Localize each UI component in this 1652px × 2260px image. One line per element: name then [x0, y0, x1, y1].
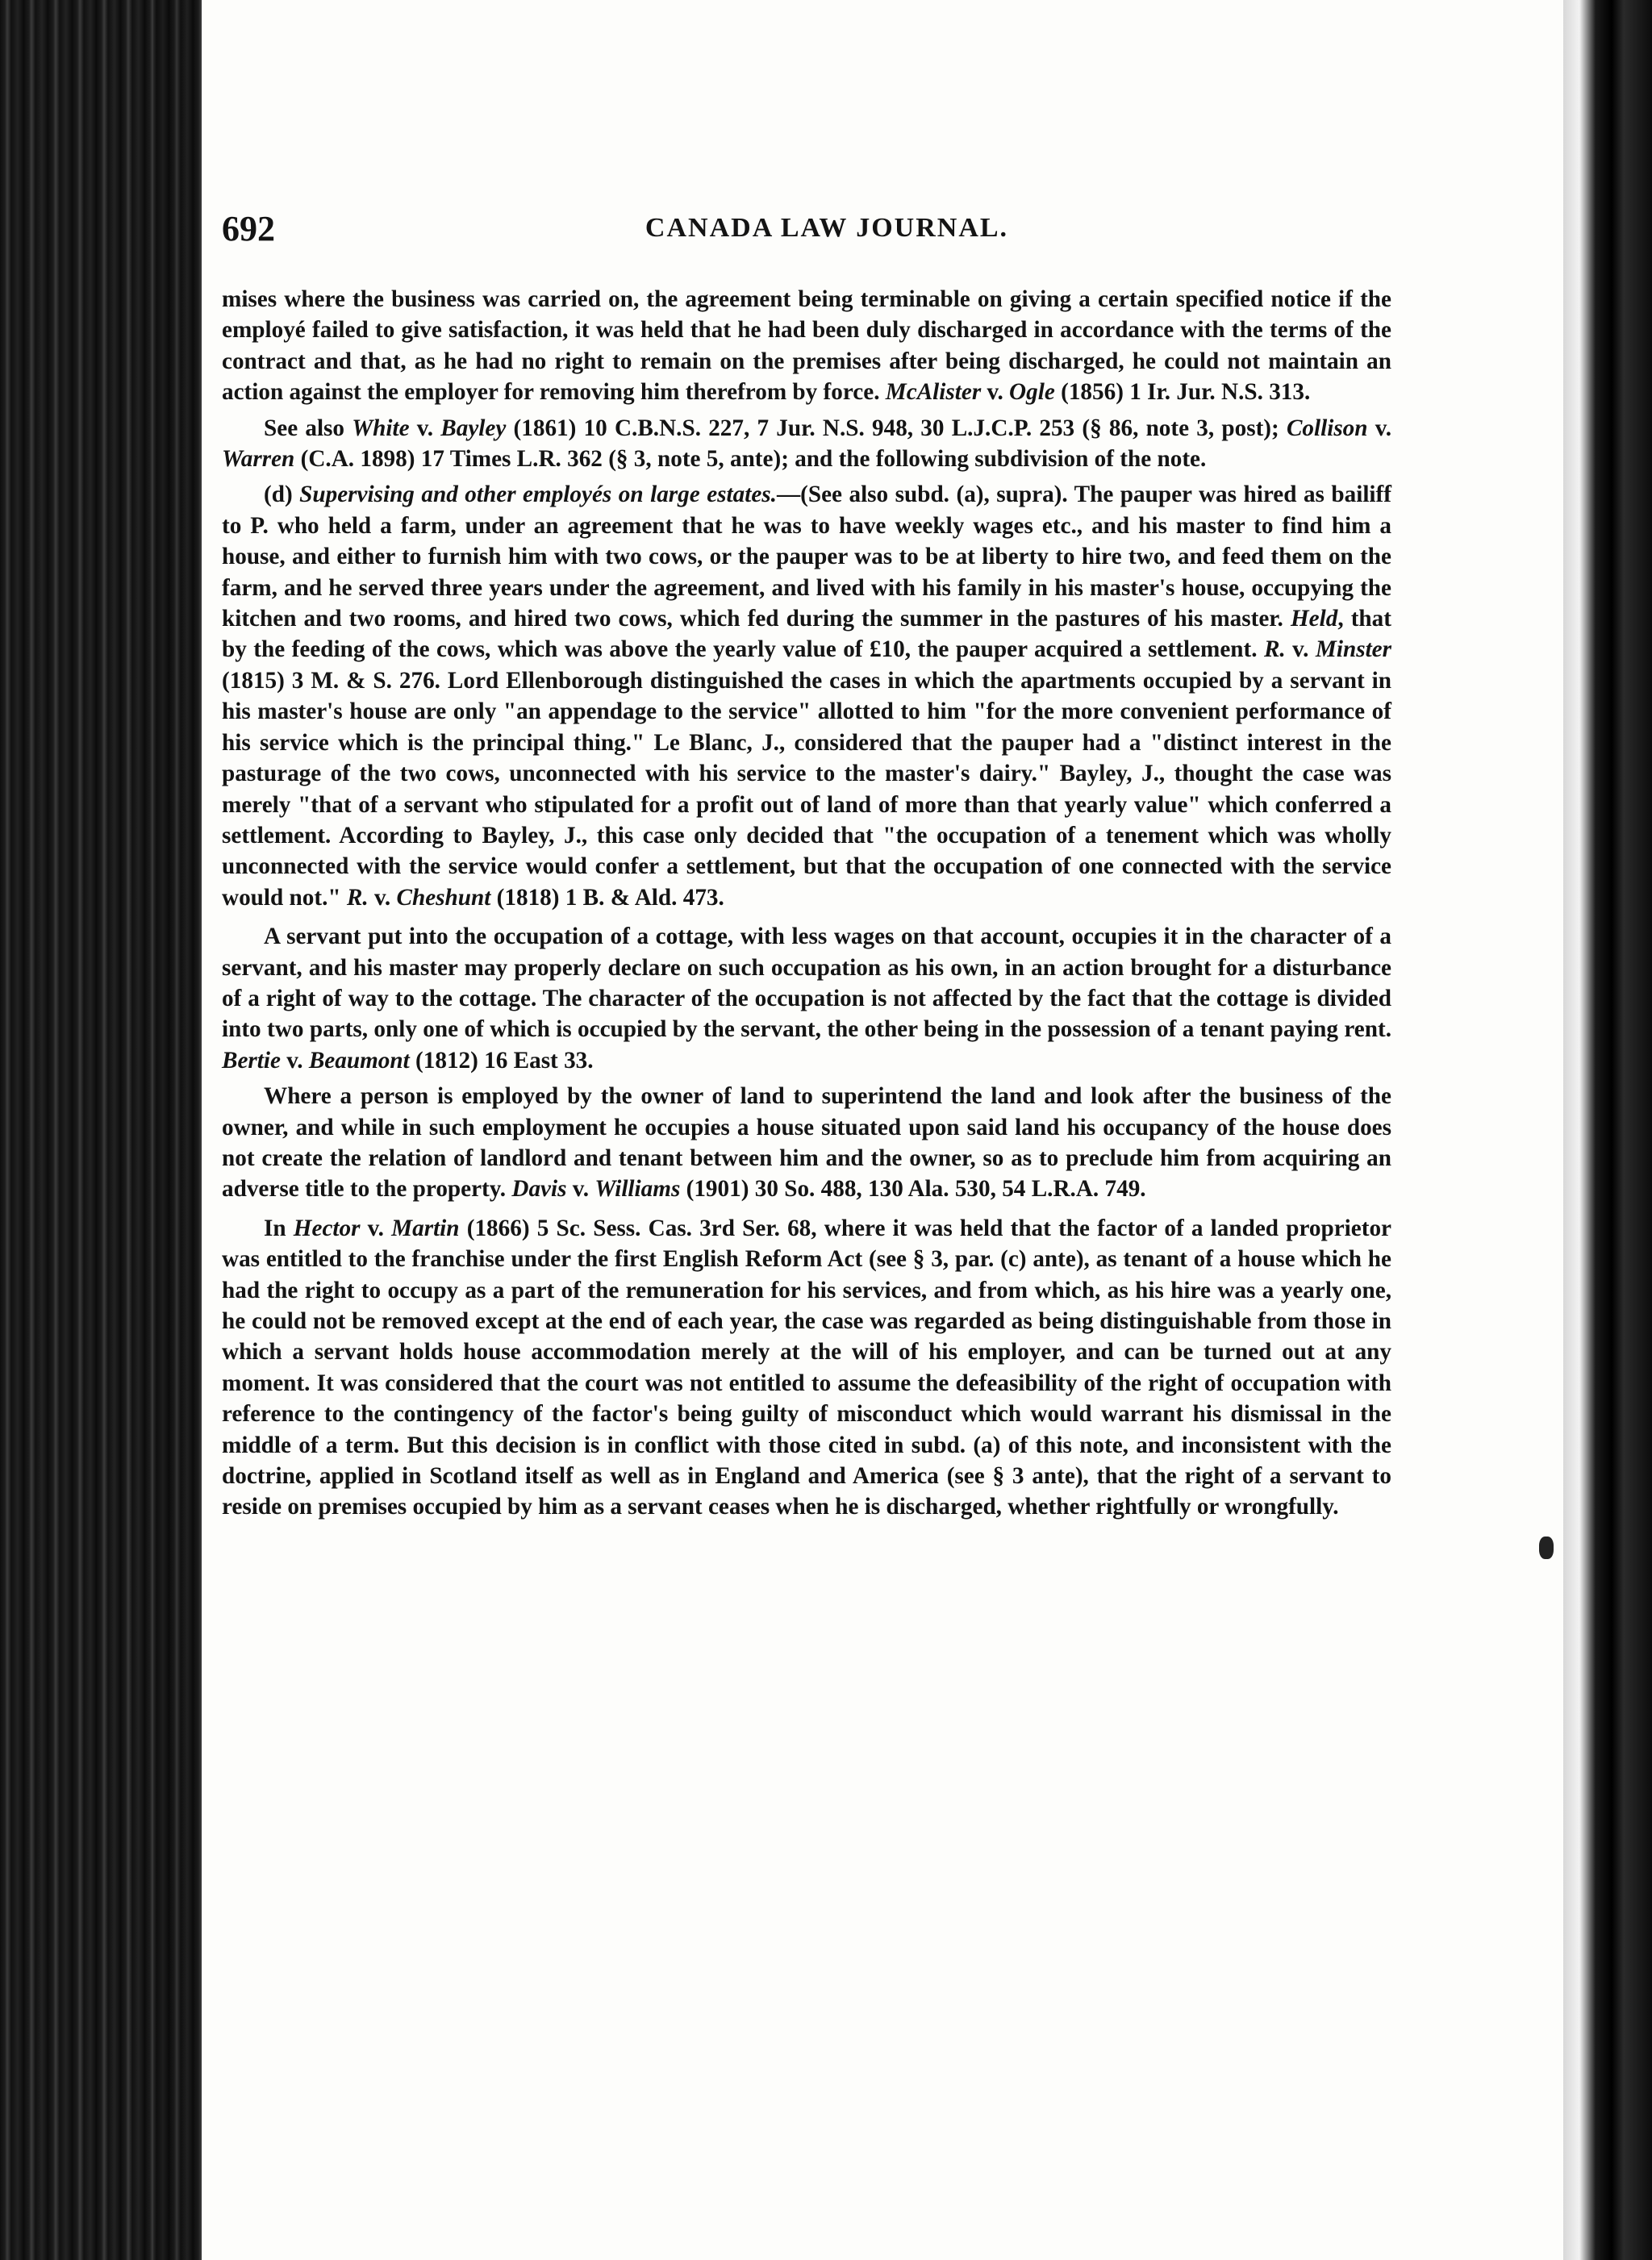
text-segment: (1812) 16 East 33.: [409, 1047, 594, 1074]
text-segment: (1856) 1 Ir. Jur. N.S. 313.: [1054, 379, 1311, 406]
page-header: [222, 208, 1400, 256]
case-name: Martin: [391, 1215, 460, 1241]
case-name: Beaumont: [308, 1047, 410, 1074]
text-segment: mises where the business was carried on, the agreement being terminable on giving a certain specified notice if the employé failed to give satisfaction, it was held that he had been duly discharged in accordance with the terms of the contract and that, as he had no right to remain on the premises after being discharged, he could not maintain an action against the employer for removing him therefrom by force.: [222, 286, 1391, 406]
text-segment: v.: [1367, 415, 1392, 441]
case-name: R.: [346, 884, 369, 911]
text-segment: (d): [264, 482, 300, 508]
text-segment: Where a person is employed by the owner of land to superintend the land and look after the business of the owner, and while in such employment he occupies a house situated upon said land his occupancy of the house does not create the relation of landlord and tenant between him and the owner, so as to preclude him from acquiring an adverse title to the property.: [222, 1083, 1391, 1203]
case-name: Supervising and other employés on large estates.: [299, 482, 777, 508]
text-segment: v.: [360, 1215, 392, 1241]
text-segment: (1861) 10 C.B.N.S. 227, 7 Jur. N.S. 948, 30 L.J.C.P. 253 (§ 86, note 3, post);: [506, 415, 1287, 441]
paragraph-5: [222, 1081, 1391, 1205]
text-segment: (1866) 5 Sc. Sess. Cas. 3rd Ser. 68, where it was held that the factor of a landed proprietor was entitled to the franchise under the first English Reform Act (see § 3, par. (c) ante), as tenant of a house which he had the right to occupy as a part of the remuneration for his services, and from which, as his hire was a yearly one, he could not be removed except at the end of each year, the case was regarded as being distinguishable from those in which a servant holds house accommodation merely at the will of his employer, and can be turned out at any moment. It was considered that the court was not entitled to assume the defeasibility of the right of occupation with reference to the contingency of the factor's being guilty of misconduct which would warrant his dismissal in the middle of a term. But this decision is in conflict with those cited in subd. (a) of this note, and inconsistent with the doctrine, applied in Scotland itself as well as in England and America (see § 3 ante), that the right of a servant to reside on premises occupied by him as a servant ceases when he is discharged, whether rightfully or wrongfully.: [222, 1215, 1392, 1520]
case-name: Bayley: [440, 415, 507, 441]
case-name: Warren: [222, 446, 295, 473]
text-segment: (1815) 3 M. & S. 276. Lord Ellenborough distinguished the cases in which the apartments occupied by a servant in his master's house are only "an appendage to the service" allotted to him "for the more convenient performance of his service which is the principal thing." Le Blanc, J., considered that the pauper had a "distinct interest in the pasturage of the two cows, unconnected with his service to the master's dairy." Bayley, J., thought the case was merely "that of a servant who stipulated for a profit out of land of more than that yearly value" which conferred a settlement. According to Bayley, J., this case only decided that "the occupation of a tenement which was wholly unconnected with the service would confer a settlement, but that the occupation of one connected with the service would not.": [222, 667, 1391, 911]
case-name: Davis: [511, 1176, 567, 1203]
text-segment: v.: [1285, 636, 1316, 663]
case-name: Hector: [293, 1215, 361, 1241]
text-segment: In: [264, 1215, 294, 1241]
text-segment: (1818) 1 B. & Ald. 473.: [490, 884, 724, 911]
paragraph-3: [222, 479, 1391, 913]
scan-right-edge: [1563, 0, 1652, 2260]
journal-title: CANADA LAW JOURNAL.: [645, 213, 1009, 243]
text-segment: v.: [409, 415, 441, 441]
body-text: [222, 284, 1391, 1523]
text-segment: (1901) 30 So. 488, 130 Ala. 530, 54 L.R.A. 749.: [680, 1176, 1146, 1203]
paragraph-2: [222, 413, 1391, 475]
case-name: Minster: [1315, 636, 1391, 663]
text-segment: See also: [264, 415, 353, 441]
case-name: McAlister: [885, 379, 982, 406]
binding-mark: [1539, 1537, 1554, 1559]
case-name: Williams: [594, 1176, 681, 1203]
text-segment: v.: [280, 1047, 309, 1074]
text-segment: —(See also subd. (a), supra). The pauper was hired as bailiff to P. who held a farm, under an agreement that he was to have weekly wages etc., and his master to find him a house, and either to furnish him with two cows, or the pauper was to be at liberty to hire two, and feed them on the farm, and he served three years under the agreement, and lived with his family in his master's house, occupying the kitchen and two rooms, and hired two cows, which fed during the summer in the pastures of his master.: [222, 482, 1391, 632]
text-segment: v.: [566, 1176, 595, 1203]
text-segment: v.: [981, 379, 1010, 406]
scan-left-edge: [0, 0, 202, 2260]
text-segment: A servant put into the occupation of a cottage, with less wages on that account, occupies it in the character of a servant, and his master may properly declare on such occupation as his own, in an action brought for a disturbance of a right of way to the cottage. The character of the occupation is not affected by the fact that the cottage is divided into two parts, only one of which is occupied by the servant, the other being in the possession of a tenant paying rent.: [222, 924, 1391, 1043]
paragraph-4: [222, 921, 1391, 1076]
case-name: Ogle: [1009, 379, 1055, 406]
case-name: Cheshunt: [396, 884, 491, 911]
case-name: Held: [1290, 606, 1338, 632]
case-name: R.: [1263, 636, 1286, 663]
text-segment: , that by the feeding of the cows, which was above the yearly value of £10, the pauper acquired a settlement.: [222, 606, 1391, 663]
case-name: White: [352, 415, 410, 441]
paragraph-6: [222, 1213, 1391, 1523]
case-name: Collison: [1286, 415, 1368, 441]
text-segment: (C.A. 1898) 17 Times L.R. 362 (§ 3, note 5, ante); and the following subdivision of the note.: [294, 446, 1207, 473]
page-number: 692: [222, 209, 275, 248]
paragraph-1: [222, 284, 1391, 408]
text-segment: v.: [368, 884, 397, 911]
case-name: Bertie: [222, 1047, 281, 1074]
